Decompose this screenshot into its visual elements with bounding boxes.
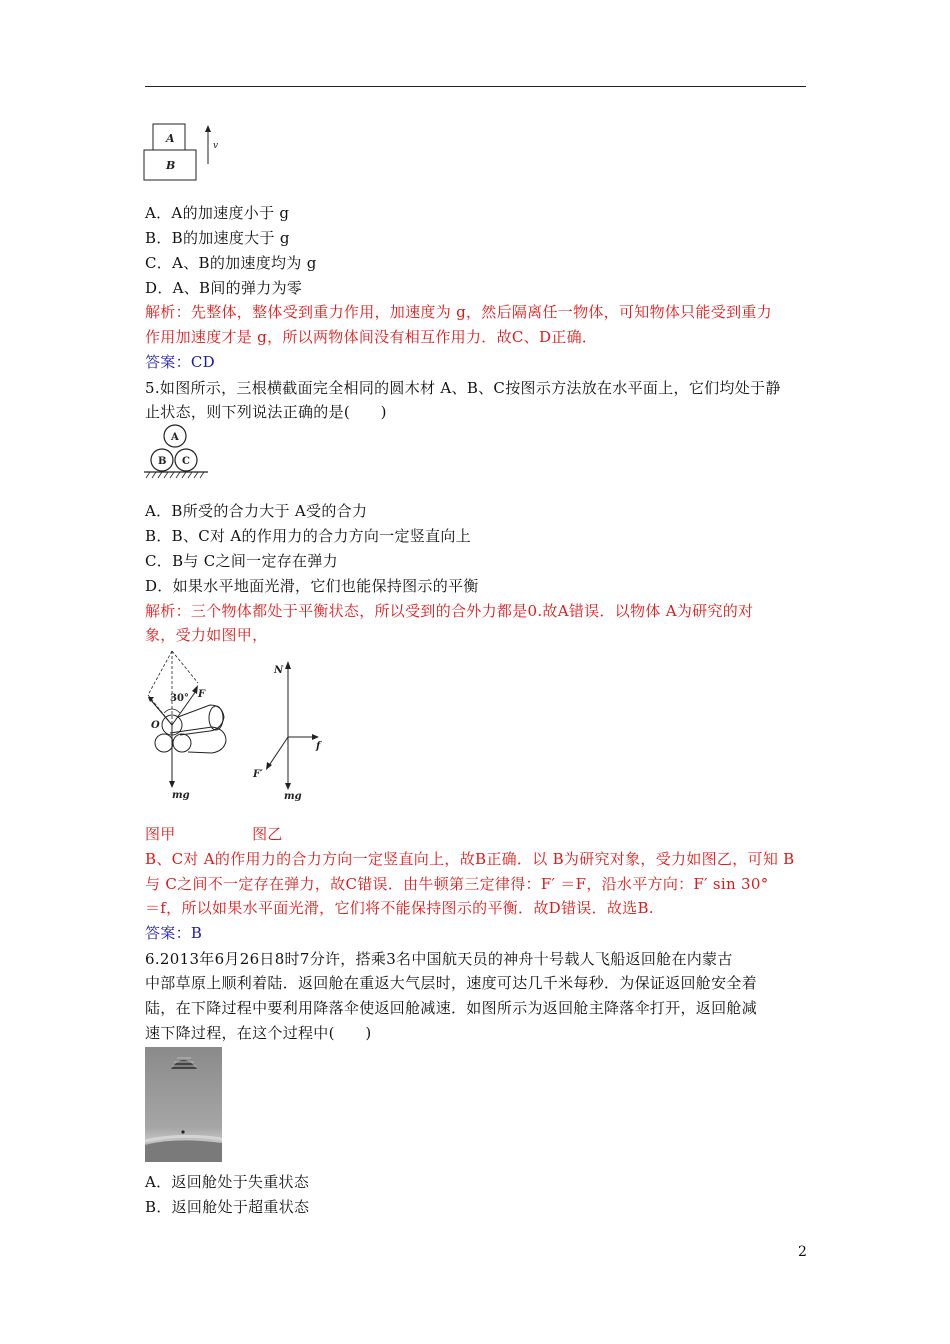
text-line: B．返回舱处于超重状态 xyxy=(145,1198,310,1216)
text-line: 象，受力如图甲， xyxy=(145,626,268,644)
text-line: C．B与 C之间一定存在弹力 xyxy=(145,552,338,570)
mg-label-a: mg xyxy=(172,790,190,800)
friction-f-label: f xyxy=(316,741,321,752)
velocity-label: v xyxy=(213,141,219,151)
capsule-icon xyxy=(181,1130,184,1133)
header-rule xyxy=(145,86,806,87)
text-line: C．A、B的加速度均为 g xyxy=(145,254,317,272)
text-line: 陆，在下降过程中要利用降落伞使返回舱减速．如图所示为返回舱主降落伞打开，返回舱减 xyxy=(145,999,758,1017)
text-line: 图甲 图乙 xyxy=(145,825,283,843)
text-line: A．返回舱处于失重状态 xyxy=(145,1173,310,1191)
text-line: D．如果水平地面光滑，它们也能保持图示的平衡 xyxy=(145,577,479,595)
text-line: A．A的加速度小于 g xyxy=(145,204,290,222)
text-line: 解析：三个物体都处于平衡状态，所以受到的合外力都是0.故A错误．以物体 A为研究的对 xyxy=(145,602,754,620)
text-line: 6.2013年6月26日8时7分许，搭乘3名中国航天员的神舟十号载人飞船返回舱在内蒙古 xyxy=(145,950,733,968)
angle-label: 30° xyxy=(170,693,189,704)
origin-o-label: O xyxy=(151,720,160,731)
text-line: 5.如图所示，三根横截面完全相同的圆木材 A、B、C按图示方法放在水平面上，它们均处于静 xyxy=(145,379,781,397)
log-c-label: C xyxy=(182,456,190,467)
page-number: 2 xyxy=(798,1244,807,1260)
text-line: 与 C之间不一定存在弹力，故C错误．由牛顿第三定律得：F′ ＝F，沿水平方向：F′ sin 30° xyxy=(145,875,769,893)
text-line: B．B、C对 A的作用力的合力方向一定竖直向上 xyxy=(145,527,472,545)
text-line: 止状态，则下列说法正确的是( ) xyxy=(145,403,387,421)
ground-hatch-icon xyxy=(146,472,204,478)
figure-stacked-blocks xyxy=(140,118,230,184)
force-f-label: F xyxy=(198,689,206,700)
force-n-label: N xyxy=(274,665,284,676)
log-a-label: A xyxy=(171,432,179,443)
figure-force-diagram-a xyxy=(140,645,240,800)
photo-parachute-capsule xyxy=(145,1047,222,1162)
text-line: 解析：先整体，整体受到重力作用，加速度为 g，然后隔离任一物体，可知物体只能受到重力 xyxy=(145,303,772,321)
force-fprime-label: F′ xyxy=(253,769,263,780)
text-line: 中部草原上顺利着陆．返回舱在重返大气层时，速度可达几千米每秒．为保证返回舱安全着 xyxy=(145,974,758,992)
figure-three-logs xyxy=(140,422,212,482)
text-line: ＝f，所以如果水平面光滑，它们将不能保持图示的平衡．故D错误．故选B. xyxy=(145,899,654,917)
block-b-label: B xyxy=(166,159,176,172)
block-a-label: A xyxy=(166,132,175,145)
text-line: 答案：B xyxy=(145,924,203,942)
text-line: A．B所受的合力大于 A受的合力 xyxy=(145,502,368,520)
text-line: B．B的加速度大于 g xyxy=(145,229,290,247)
mg-label-b: mg xyxy=(284,791,302,802)
text-line: B、C对 A的作用力的合力方向一定竖直向上，故B正确．以 B为研究对象，受力如图乙，可知 B xyxy=(145,850,795,868)
text-line: D．A、B间的弹力为零 xyxy=(145,279,303,297)
text-line: 速下降过程，在这个过程中( ) xyxy=(145,1024,372,1042)
velocity-arrow-icon xyxy=(205,125,211,132)
figure-force-diagram-b xyxy=(250,655,335,805)
text-line: 作用加速度才是 g，所以两物体间没有相互作用力．故C、D正确． xyxy=(145,328,598,346)
text-line: 答案：CD xyxy=(145,353,216,371)
log-b-label: B xyxy=(158,456,167,467)
